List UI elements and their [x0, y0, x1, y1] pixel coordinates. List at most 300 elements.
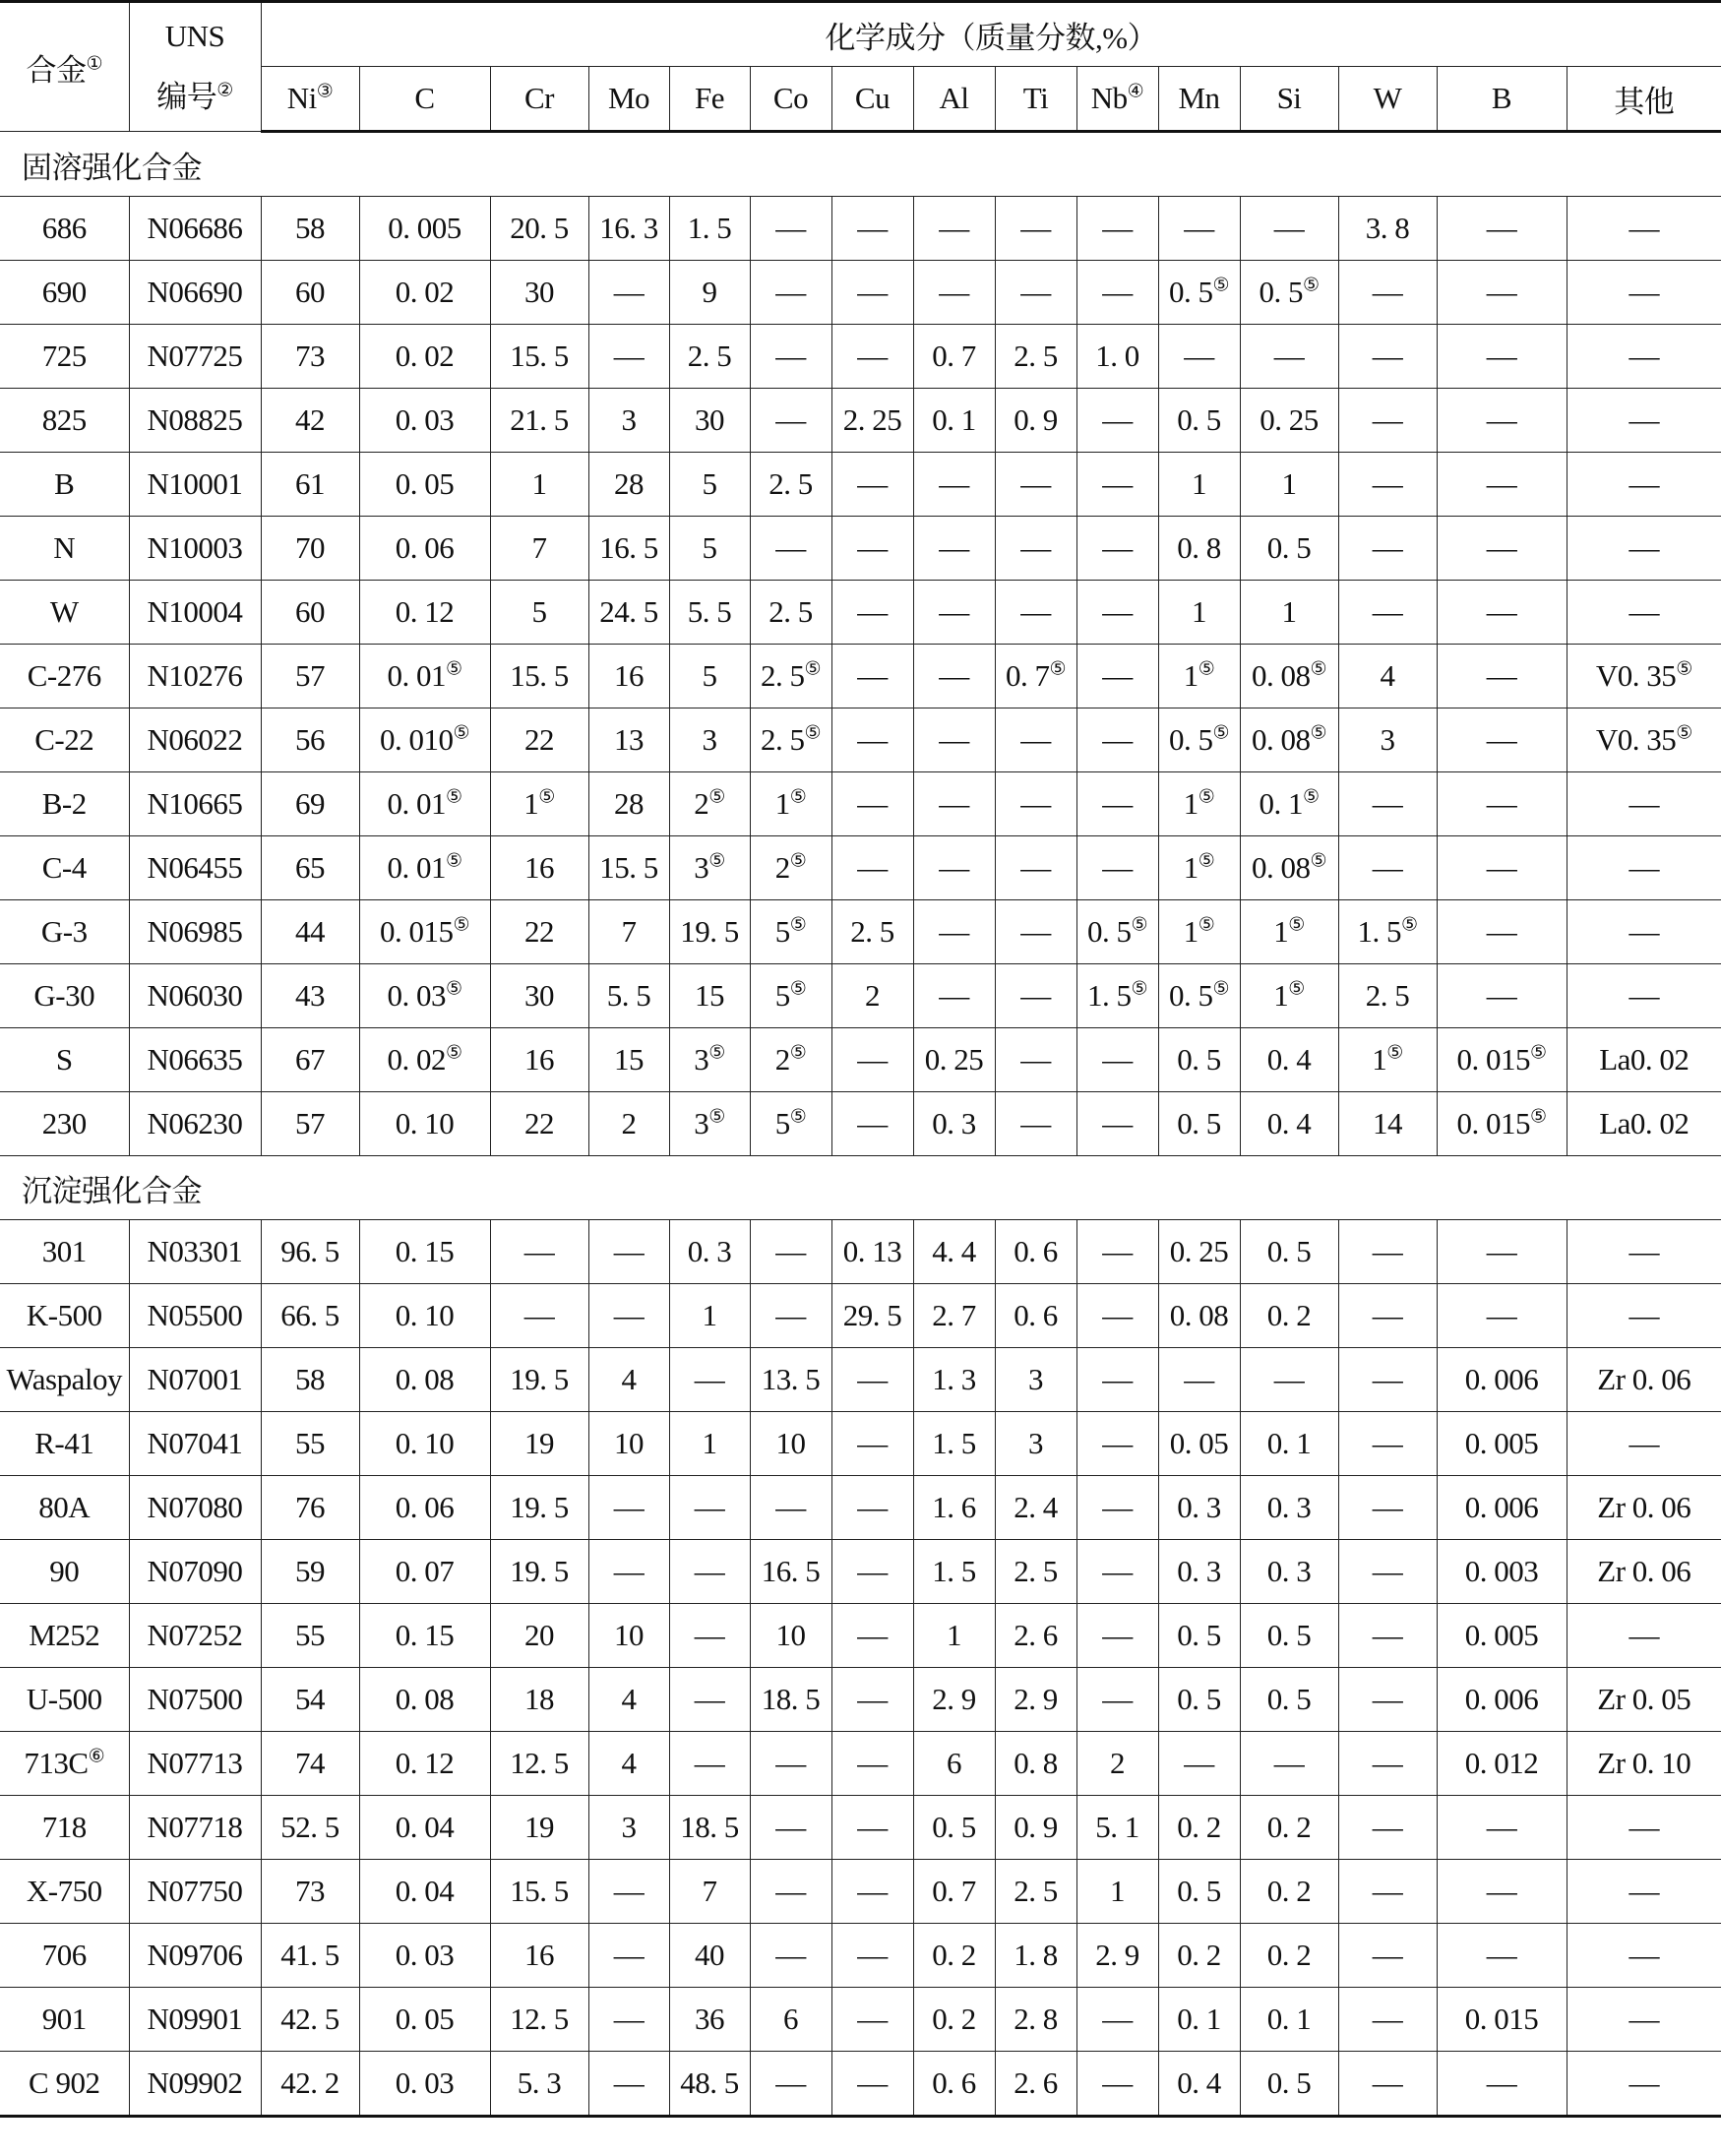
composition-cell: —: [750, 261, 831, 325]
composition-cell: —: [1567, 325, 1721, 389]
composition-cell: 55: [261, 1604, 359, 1668]
alloy-name-cell: W: [0, 581, 129, 645]
uns-number-cell: N06635: [129, 1028, 261, 1092]
composition-cell: —: [995, 517, 1076, 581]
composition-cell: 0. 8: [1158, 517, 1240, 581]
composition-cell: —: [1338, 261, 1437, 325]
element-header: W: [1338, 67, 1437, 132]
table-body: [0, 132, 1721, 2117]
alloy-name-cell: B: [0, 453, 129, 517]
composition-cell: —: [1338, 1348, 1437, 1412]
composition-cell: —: [1240, 197, 1338, 261]
composition-cell: 3: [995, 1348, 1076, 1412]
composition-cell: —: [1076, 1348, 1158, 1412]
composition-cell: —: [1338, 453, 1437, 517]
composition-cell: 0. 25: [913, 1028, 995, 1092]
composition-cell: 1. 5⑤: [1076, 964, 1158, 1028]
composition-cell: 0. 5: [1240, 1220, 1338, 1284]
composition-cell: 7: [490, 517, 588, 581]
composition-cell: 0. 5: [1240, 1604, 1338, 1668]
composition-cell: —: [588, 1476, 669, 1540]
composition-cell: —: [1076, 1540, 1158, 1604]
table-row: [0, 1604, 1721, 1668]
composition-cell: —: [1567, 1284, 1721, 1348]
composition-cell: —: [1567, 1604, 1721, 1668]
composition-cell: —: [1158, 1732, 1240, 1796]
composition-cell: 0. 01⑤: [359, 836, 490, 900]
composition-cell: —: [1437, 836, 1567, 900]
composition-cell: —: [1338, 581, 1437, 645]
composition-cell: 67: [261, 1028, 359, 1092]
composition-cell: 0. 8: [995, 1732, 1076, 1796]
table-row: [0, 645, 1721, 708]
composition-cell: 0. 3: [1158, 1476, 1240, 1540]
composition-cell: 5. 5: [588, 964, 669, 1028]
composition-cell: 0. 2: [913, 1924, 995, 1988]
composition-cell: —: [831, 261, 913, 325]
composition-cell: 1. 5: [669, 197, 750, 261]
composition-cell: —: [1076, 645, 1158, 708]
composition-cell: —: [831, 1412, 913, 1476]
composition-cell: 3⑤: [669, 836, 750, 900]
composition-cell: —: [1076, 1668, 1158, 1732]
composition-cell: 0. 003: [1437, 1540, 1567, 1604]
composition-cell: 0. 2: [1158, 1924, 1240, 1988]
table-row: [0, 2052, 1721, 2117]
element-header: Mn: [1158, 67, 1240, 132]
composition-cell: 0. 5⑤: [1240, 261, 1338, 325]
composition-cell: 0. 3: [913, 1092, 995, 1156]
uns-number-cell: N08825: [129, 389, 261, 453]
composition-cell: 2: [588, 1092, 669, 1156]
uns-number-cell: N09706: [129, 1924, 261, 1988]
table-row: [0, 1796, 1721, 1860]
composition-cell: 60: [261, 581, 359, 645]
composition-cell: 0. 4: [1240, 1092, 1338, 1156]
table-header: [0, 2, 1721, 132]
composition-cell: —: [913, 453, 995, 517]
composition-cell: —: [995, 836, 1076, 900]
composition-cell: 5: [669, 517, 750, 581]
composition-cell: 0. 03: [359, 1924, 490, 1988]
table-row: [0, 261, 1721, 325]
composition-cell: —: [831, 1476, 913, 1540]
composition-cell: —: [750, 389, 831, 453]
composition-cell: —: [1567, 1412, 1721, 1476]
alloy-name-cell: 901: [0, 1988, 129, 2052]
table-row: [0, 197, 1721, 261]
composition-cell: —: [1158, 1348, 1240, 1412]
composition-cell: —: [669, 1540, 750, 1604]
composition-cell: 3⑤: [669, 1028, 750, 1092]
composition-cell: 2. 25: [831, 389, 913, 453]
composition-cell: 0. 08: [1158, 1284, 1240, 1348]
composition-cell: 1⑤: [750, 772, 831, 836]
element-header: Si: [1240, 67, 1338, 132]
composition-cell: 44: [261, 900, 359, 964]
composition-cell: 0. 6: [913, 2052, 995, 2117]
table-row: [0, 1540, 1721, 1604]
composition-cell: 2: [1076, 1732, 1158, 1796]
composition-cell: 0. 5: [1240, 1668, 1338, 1732]
composition-cell: —: [588, 1220, 669, 1284]
composition-cell: —: [1567, 1860, 1721, 1924]
element-header: Fe: [669, 67, 750, 132]
composition-cell: —: [588, 1860, 669, 1924]
composition-cell: 0. 25: [1240, 389, 1338, 453]
composition-cell: 3⑤: [669, 1092, 750, 1156]
composition-cell: 2. 6: [995, 2052, 1076, 2117]
composition-cell: —: [995, 1028, 1076, 1092]
table-row: [0, 1220, 1721, 1284]
composition-cell: 56: [261, 708, 359, 772]
composition-cell: 76: [261, 1476, 359, 1540]
composition-cell: 0. 5: [1240, 2052, 1338, 2117]
table-row: [0, 389, 1721, 453]
composition-cell: —: [1338, 1284, 1437, 1348]
composition-cell: 0. 25: [1158, 1220, 1240, 1284]
alloy-name-cell: 301: [0, 1220, 129, 1284]
table-row: [0, 1412, 1721, 1476]
composition-cell: 22: [490, 1092, 588, 1156]
composition-cell: 4: [588, 1668, 669, 1732]
composition-cell: 0. 1: [1240, 1988, 1338, 2052]
alloy-name-cell: C-22: [0, 708, 129, 772]
composition-cell: 0. 10: [359, 1412, 490, 1476]
composition-cell: —: [831, 836, 913, 900]
element-header: Ti: [995, 67, 1076, 132]
table-row: [0, 1348, 1721, 1412]
composition-cell: —: [1076, 453, 1158, 517]
composition-cell: —: [669, 1668, 750, 1732]
composition-cell: V0. 35⑤: [1567, 645, 1721, 708]
composition-cell: —: [831, 1348, 913, 1412]
composition-cell: 0. 5: [1158, 1860, 1240, 1924]
header-row-top: [0, 2, 1721, 67]
composition-cell: 42. 5: [261, 1988, 359, 2052]
composition-cell: 13. 5: [750, 1348, 831, 1412]
composition-cell: 60: [261, 261, 359, 325]
composition-cell: 0. 5: [1158, 1604, 1240, 1668]
composition-cell: —: [831, 1668, 913, 1732]
composition-cell: 0. 5⑤: [1158, 964, 1240, 1028]
uns-number-cell: N07090: [129, 1540, 261, 1604]
composition-cell: —: [1437, 453, 1567, 517]
composition-cell: 73: [261, 1860, 359, 1924]
composition-cell: —: [831, 581, 913, 645]
composition-cell: —: [1338, 1732, 1437, 1796]
composition-cell: 18. 5: [669, 1796, 750, 1860]
composition-cell: 13: [588, 708, 669, 772]
composition-cell: 2. 5⑤: [750, 645, 831, 708]
composition-cell: 0. 5⑤: [1076, 900, 1158, 964]
composition-cell: 1. 5⑤: [1338, 900, 1437, 964]
composition-cell: —: [1240, 325, 1338, 389]
composition-cell: —: [750, 325, 831, 389]
composition-cell: 40: [669, 1924, 750, 1988]
composition-cell: —: [1437, 325, 1567, 389]
composition-cell: 5⑤: [750, 964, 831, 1028]
composition-cell: —: [750, 2052, 831, 2117]
table-row: [0, 1284, 1721, 1348]
composition-cell: 7: [588, 900, 669, 964]
composition-cell: 0. 08⑤: [1240, 645, 1338, 708]
element-header: Ni③: [261, 67, 359, 132]
composition-cell: 3: [1338, 708, 1437, 772]
composition-cell: V0. 35⑤: [1567, 708, 1721, 772]
composition-cell: 0. 7⑤: [995, 645, 1076, 708]
composition-cell: 2⑤: [750, 1028, 831, 1092]
uns-number-cell: N10001: [129, 453, 261, 517]
composition-cell: 1⑤: [1240, 964, 1338, 1028]
alloy-name-cell: R-41: [0, 1412, 129, 1476]
composition-cell: —: [831, 197, 913, 261]
composition-cell: —: [1437, 389, 1567, 453]
uns-number-cell: N06230: [129, 1092, 261, 1156]
composition-cell: —: [995, 1092, 1076, 1156]
composition-cell: 24. 5: [588, 581, 669, 645]
composition-cell: 1⑤: [1338, 1028, 1437, 1092]
composition-cell: 5⑤: [750, 900, 831, 964]
composition-cell: —: [1076, 836, 1158, 900]
composition-header: [261, 2, 1721, 67]
composition-cell: —: [1158, 197, 1240, 261]
composition-cell: —: [1567, 197, 1721, 261]
composition-cell: 0. 12: [359, 581, 490, 645]
composition-cell: 19. 5: [490, 1476, 588, 1540]
composition-cell: —: [588, 2052, 669, 2117]
composition-cell: 18. 5: [750, 1668, 831, 1732]
composition-cell: 0. 015⑤: [1437, 1092, 1567, 1156]
composition-cell: —: [831, 517, 913, 581]
composition-cell: 3: [588, 1796, 669, 1860]
composition-cell: 3: [588, 389, 669, 453]
composition-cell: 65: [261, 836, 359, 900]
uns-number-cell: N07252: [129, 1604, 261, 1668]
composition-cell: —: [831, 772, 913, 836]
composition-cell: 0. 005: [1437, 1412, 1567, 1476]
composition-cell: —: [490, 1284, 588, 1348]
composition-cell: —: [831, 1092, 913, 1156]
composition-cell: 0. 15: [359, 1220, 490, 1284]
composition-cell: 16. 3: [588, 197, 669, 261]
composition-cell: —: [750, 1924, 831, 1988]
composition-cell: —: [995, 453, 1076, 517]
composition-cell: 0. 9: [995, 1796, 1076, 1860]
composition-cell: 1: [913, 1604, 995, 1668]
composition-cell: —: [1567, 1924, 1721, 1988]
composition-cell: —: [1567, 389, 1721, 453]
composition-cell: Zr 0. 10: [1567, 1732, 1721, 1796]
composition-cell: —: [750, 1220, 831, 1284]
composition-cell: 5. 1: [1076, 1796, 1158, 1860]
composition-cell: 0. 01⑤: [359, 772, 490, 836]
composition-cell: 0. 06: [359, 517, 490, 581]
composition-cell: 1: [1240, 581, 1338, 645]
composition-cell: 0. 015⑤: [359, 900, 490, 964]
composition-cell: —: [1567, 581, 1721, 645]
composition-cell: 58: [261, 197, 359, 261]
composition-cell: —: [913, 708, 995, 772]
composition-cell: —: [1437, 1924, 1567, 1988]
composition-cell: 20: [490, 1604, 588, 1668]
uns-number-cell: N10003: [129, 517, 261, 581]
composition-cell: —: [1437, 645, 1567, 708]
composition-cell: 0. 03⑤: [359, 964, 490, 1028]
composition-cell: —: [1437, 1796, 1567, 1860]
composition-cell: —: [1567, 1220, 1721, 1284]
composition-cell: 14: [1338, 1092, 1437, 1156]
composition-cell: 1⑤: [1158, 772, 1240, 836]
composition-cell: —: [831, 1732, 913, 1796]
composition-cell: —: [1567, 517, 1721, 581]
composition-cell: —: [831, 1860, 913, 1924]
composition-cell: —: [1076, 1412, 1158, 1476]
composition-cell: 0. 01⑤: [359, 645, 490, 708]
composition-cell: La0. 02: [1567, 1092, 1721, 1156]
uns-number-cell: N07041: [129, 1412, 261, 1476]
composition-cell: 0. 5: [1158, 1668, 1240, 1732]
table-row: [0, 836, 1721, 900]
composition-cell: 1: [1240, 453, 1338, 517]
uns-number-cell: N06022: [129, 708, 261, 772]
composition-cell: Zr 0. 06: [1567, 1348, 1721, 1412]
composition-cell: 1. 0: [1076, 325, 1158, 389]
element-header: Cu: [831, 67, 913, 132]
composition-cell: 10: [750, 1412, 831, 1476]
composition-cell: 0. 05: [359, 1988, 490, 2052]
composition-cell: —: [588, 261, 669, 325]
composition-cell: 0. 5⑤: [1158, 261, 1240, 325]
composition-cell: —: [750, 1796, 831, 1860]
element-header: 其他: [1567, 67, 1721, 132]
composition-cell: 16: [490, 836, 588, 900]
composition-cell: 0. 10: [359, 1284, 490, 1348]
composition-cell: —: [1437, 772, 1567, 836]
composition-cell: 73: [261, 325, 359, 389]
composition-cell: 0. 3: [1240, 1476, 1338, 1540]
composition-cell: 16: [490, 1924, 588, 1988]
composition-cell: —: [1076, 581, 1158, 645]
composition-cell: 0. 2: [1240, 1796, 1338, 1860]
composition-cell: —: [995, 581, 1076, 645]
uns-number-cell: N07725: [129, 325, 261, 389]
composition-cell: —: [588, 325, 669, 389]
composition-cell: 19. 5: [490, 1348, 588, 1412]
composition-cell: —: [1338, 1540, 1437, 1604]
composition-cell: La0. 02: [1567, 1028, 1721, 1092]
composition-cell: 19: [490, 1412, 588, 1476]
composition-cell: 19. 5: [669, 900, 750, 964]
alloy-name-cell: G-30: [0, 964, 129, 1028]
composition-cell: —: [1076, 1220, 1158, 1284]
composition-cell: —: [1240, 1348, 1338, 1412]
composition-cell: 0. 1⑤: [1240, 772, 1338, 836]
composition-cell: —: [1076, 197, 1158, 261]
composition-cell: 0. 3: [669, 1220, 750, 1284]
composition-cell: 0. 006: [1437, 1348, 1567, 1412]
uns-number-cell: N10665: [129, 772, 261, 836]
composition-cell: —: [995, 197, 1076, 261]
composition-cell: 57: [261, 1092, 359, 1156]
composition-cell: 70: [261, 517, 359, 581]
alloy-name-cell: 230: [0, 1092, 129, 1156]
composition-cell: 0. 5: [1158, 1092, 1240, 1156]
uns-number-cell: N07500: [129, 1668, 261, 1732]
composition-cell: 0. 1: [1240, 1412, 1338, 1476]
composition-cell: 5: [490, 581, 588, 645]
composition-cell: 6: [750, 1988, 831, 2052]
composition-cell: —: [1437, 581, 1567, 645]
composition-cell: —: [669, 1348, 750, 1412]
composition-cell: 5: [669, 453, 750, 517]
composition-cell: 74: [261, 1732, 359, 1796]
composition-cell: 4: [588, 1348, 669, 1412]
section-title: 沉淀强化合金: [0, 1156, 1721, 1220]
composition-cell: 0. 2: [1240, 1860, 1338, 1924]
alloy-column-header: [0, 2, 129, 132]
composition-cell: 1⑤: [490, 772, 588, 836]
composition-cell: 4: [1338, 645, 1437, 708]
composition-cell: 1: [669, 1412, 750, 1476]
composition-cell: 1: [669, 1284, 750, 1348]
composition-cell: —: [1338, 1668, 1437, 1732]
table-row: [0, 1860, 1721, 1924]
composition-cell: 1⑤: [1158, 645, 1240, 708]
composition-cell: 0. 5: [1158, 1028, 1240, 1092]
composition-cell: —: [490, 1220, 588, 1284]
composition-cell: —: [1338, 772, 1437, 836]
composition-cell: 1: [1076, 1860, 1158, 1924]
composition-cell: 30: [669, 389, 750, 453]
table-row: [0, 1668, 1721, 1732]
composition-cell: —: [831, 1924, 913, 1988]
composition-cell: —: [995, 708, 1076, 772]
composition-cell: —: [1437, 197, 1567, 261]
composition-cell: —: [831, 1604, 913, 1668]
composition-cell: 0. 03: [359, 389, 490, 453]
composition-cell: —: [913, 964, 995, 1028]
table-row: [0, 1028, 1721, 1092]
composition-cell: —: [1567, 2052, 1721, 2117]
alloy-name-cell: G-3: [0, 900, 129, 964]
composition-cell: —: [913, 261, 995, 325]
table-row: [0, 1092, 1721, 1156]
composition-cell: —: [1240, 1732, 1338, 1796]
composition-cell: 0. 1: [913, 389, 995, 453]
composition-cell: 2. 5: [995, 325, 1076, 389]
composition-cell: 2. 9: [995, 1668, 1076, 1732]
composition-cell: —: [1338, 517, 1437, 581]
uns-column-header: [129, 2, 261, 132]
composition-cell: 36: [669, 1988, 750, 2052]
composition-cell: 15: [588, 1028, 669, 1092]
composition-cell: —: [1076, 708, 1158, 772]
composition-cell: 16. 5: [588, 517, 669, 581]
composition-cell: —: [1076, 1028, 1158, 1092]
composition-cell: 52. 5: [261, 1796, 359, 1860]
composition-cell: 0. 6: [995, 1284, 1076, 1348]
composition-cell: —: [913, 517, 995, 581]
composition-cell: 1⑤: [1240, 900, 1338, 964]
composition-cell: 43: [261, 964, 359, 1028]
composition-cell: 5. 3: [490, 2052, 588, 2117]
composition-cell: —: [1338, 1796, 1437, 1860]
composition-cell: 61: [261, 453, 359, 517]
composition-cell: —: [1158, 325, 1240, 389]
alloy-name-cell: N: [0, 517, 129, 581]
composition-cell: —: [669, 1604, 750, 1668]
